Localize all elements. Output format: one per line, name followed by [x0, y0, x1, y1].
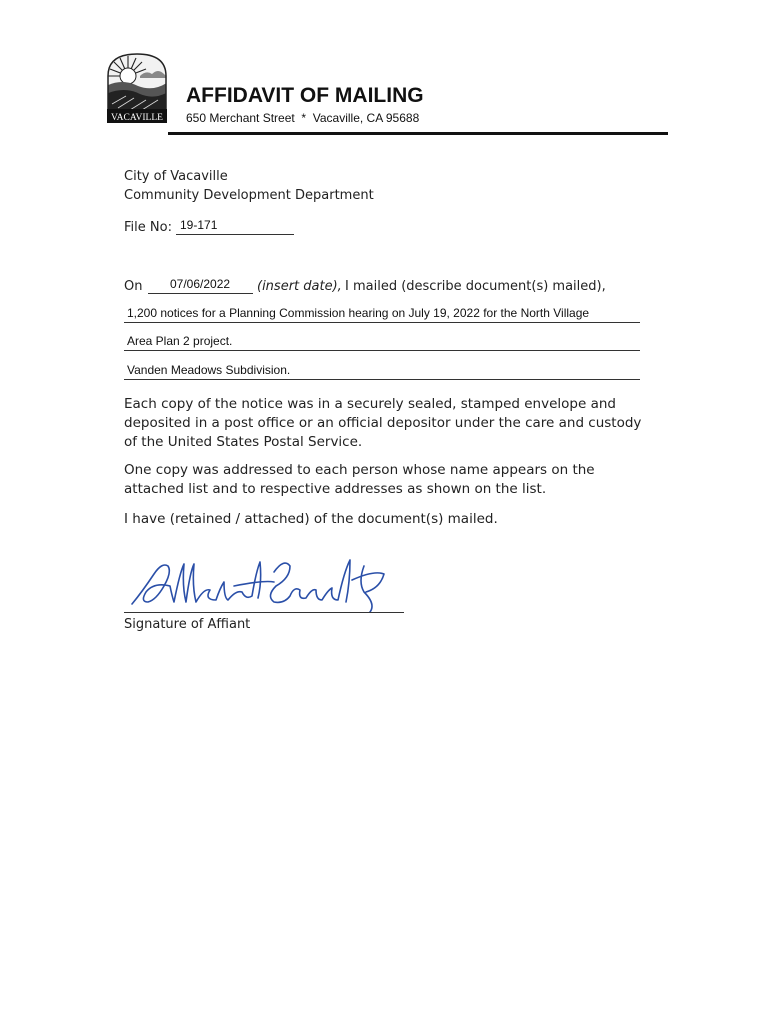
vacaville-city-logo — [106, 52, 168, 124]
department-name: Community Development Department — [124, 188, 374, 203]
description-line-1[interactable]: 1,200 notices for a Planning Commission hearing on July 19, 2022 for the North Village — [127, 306, 590, 320]
logo-wordmark: VACAVILLE — [111, 113, 163, 123]
description-underline-2 — [124, 350, 640, 351]
retained-attached-statement: I have (retained / attached) of the document(s) mailed. — [124, 511, 498, 527]
sealed-envelope-statement: Each copy of the notice was in a securely sealed, stamped envelope and deposited in a post office or an official depositor under the care and custody of the United States Postal Service. — [124, 396, 642, 450]
document-title: AFFIDAVIT OF MAILING — [186, 84, 424, 107]
handwritten-signature — [124, 552, 404, 614]
file-number-label: File No: — [124, 220, 172, 235]
description-line-3[interactable]: Vanden Meadows Subdivision. — [127, 363, 291, 377]
header-divider — [168, 132, 668, 135]
description-line-2[interactable]: Area Plan 2 project. — [127, 334, 233, 348]
signature-line — [124, 612, 404, 613]
date-underline — [148, 293, 253, 294]
file-number-underline — [176, 234, 294, 235]
addressee-statement: One copy was addressed to each person whose name appears on the attached list and to respective addresses as shown on the list. — [124, 462, 595, 497]
office-address: 650 Merchant Street * Vacaville, CA 95688 — [186, 111, 420, 125]
on-label: On — [124, 279, 143, 294]
insert-date-label: (insert date), — [257, 279, 342, 294]
description-underline-1 — [124, 322, 640, 323]
description-underline-3 — [124, 379, 640, 380]
mailing-date-value[interactable]: 07/06/2022 — [170, 277, 231, 291]
file-number-value[interactable]: 19-171 — [180, 218, 218, 232]
mailed-description-label: I mailed (describe document(s) mailed), — [345, 279, 606, 294]
signature-label: Signature of Affiant — [124, 617, 251, 632]
city-name: City of Vacaville — [124, 169, 228, 184]
